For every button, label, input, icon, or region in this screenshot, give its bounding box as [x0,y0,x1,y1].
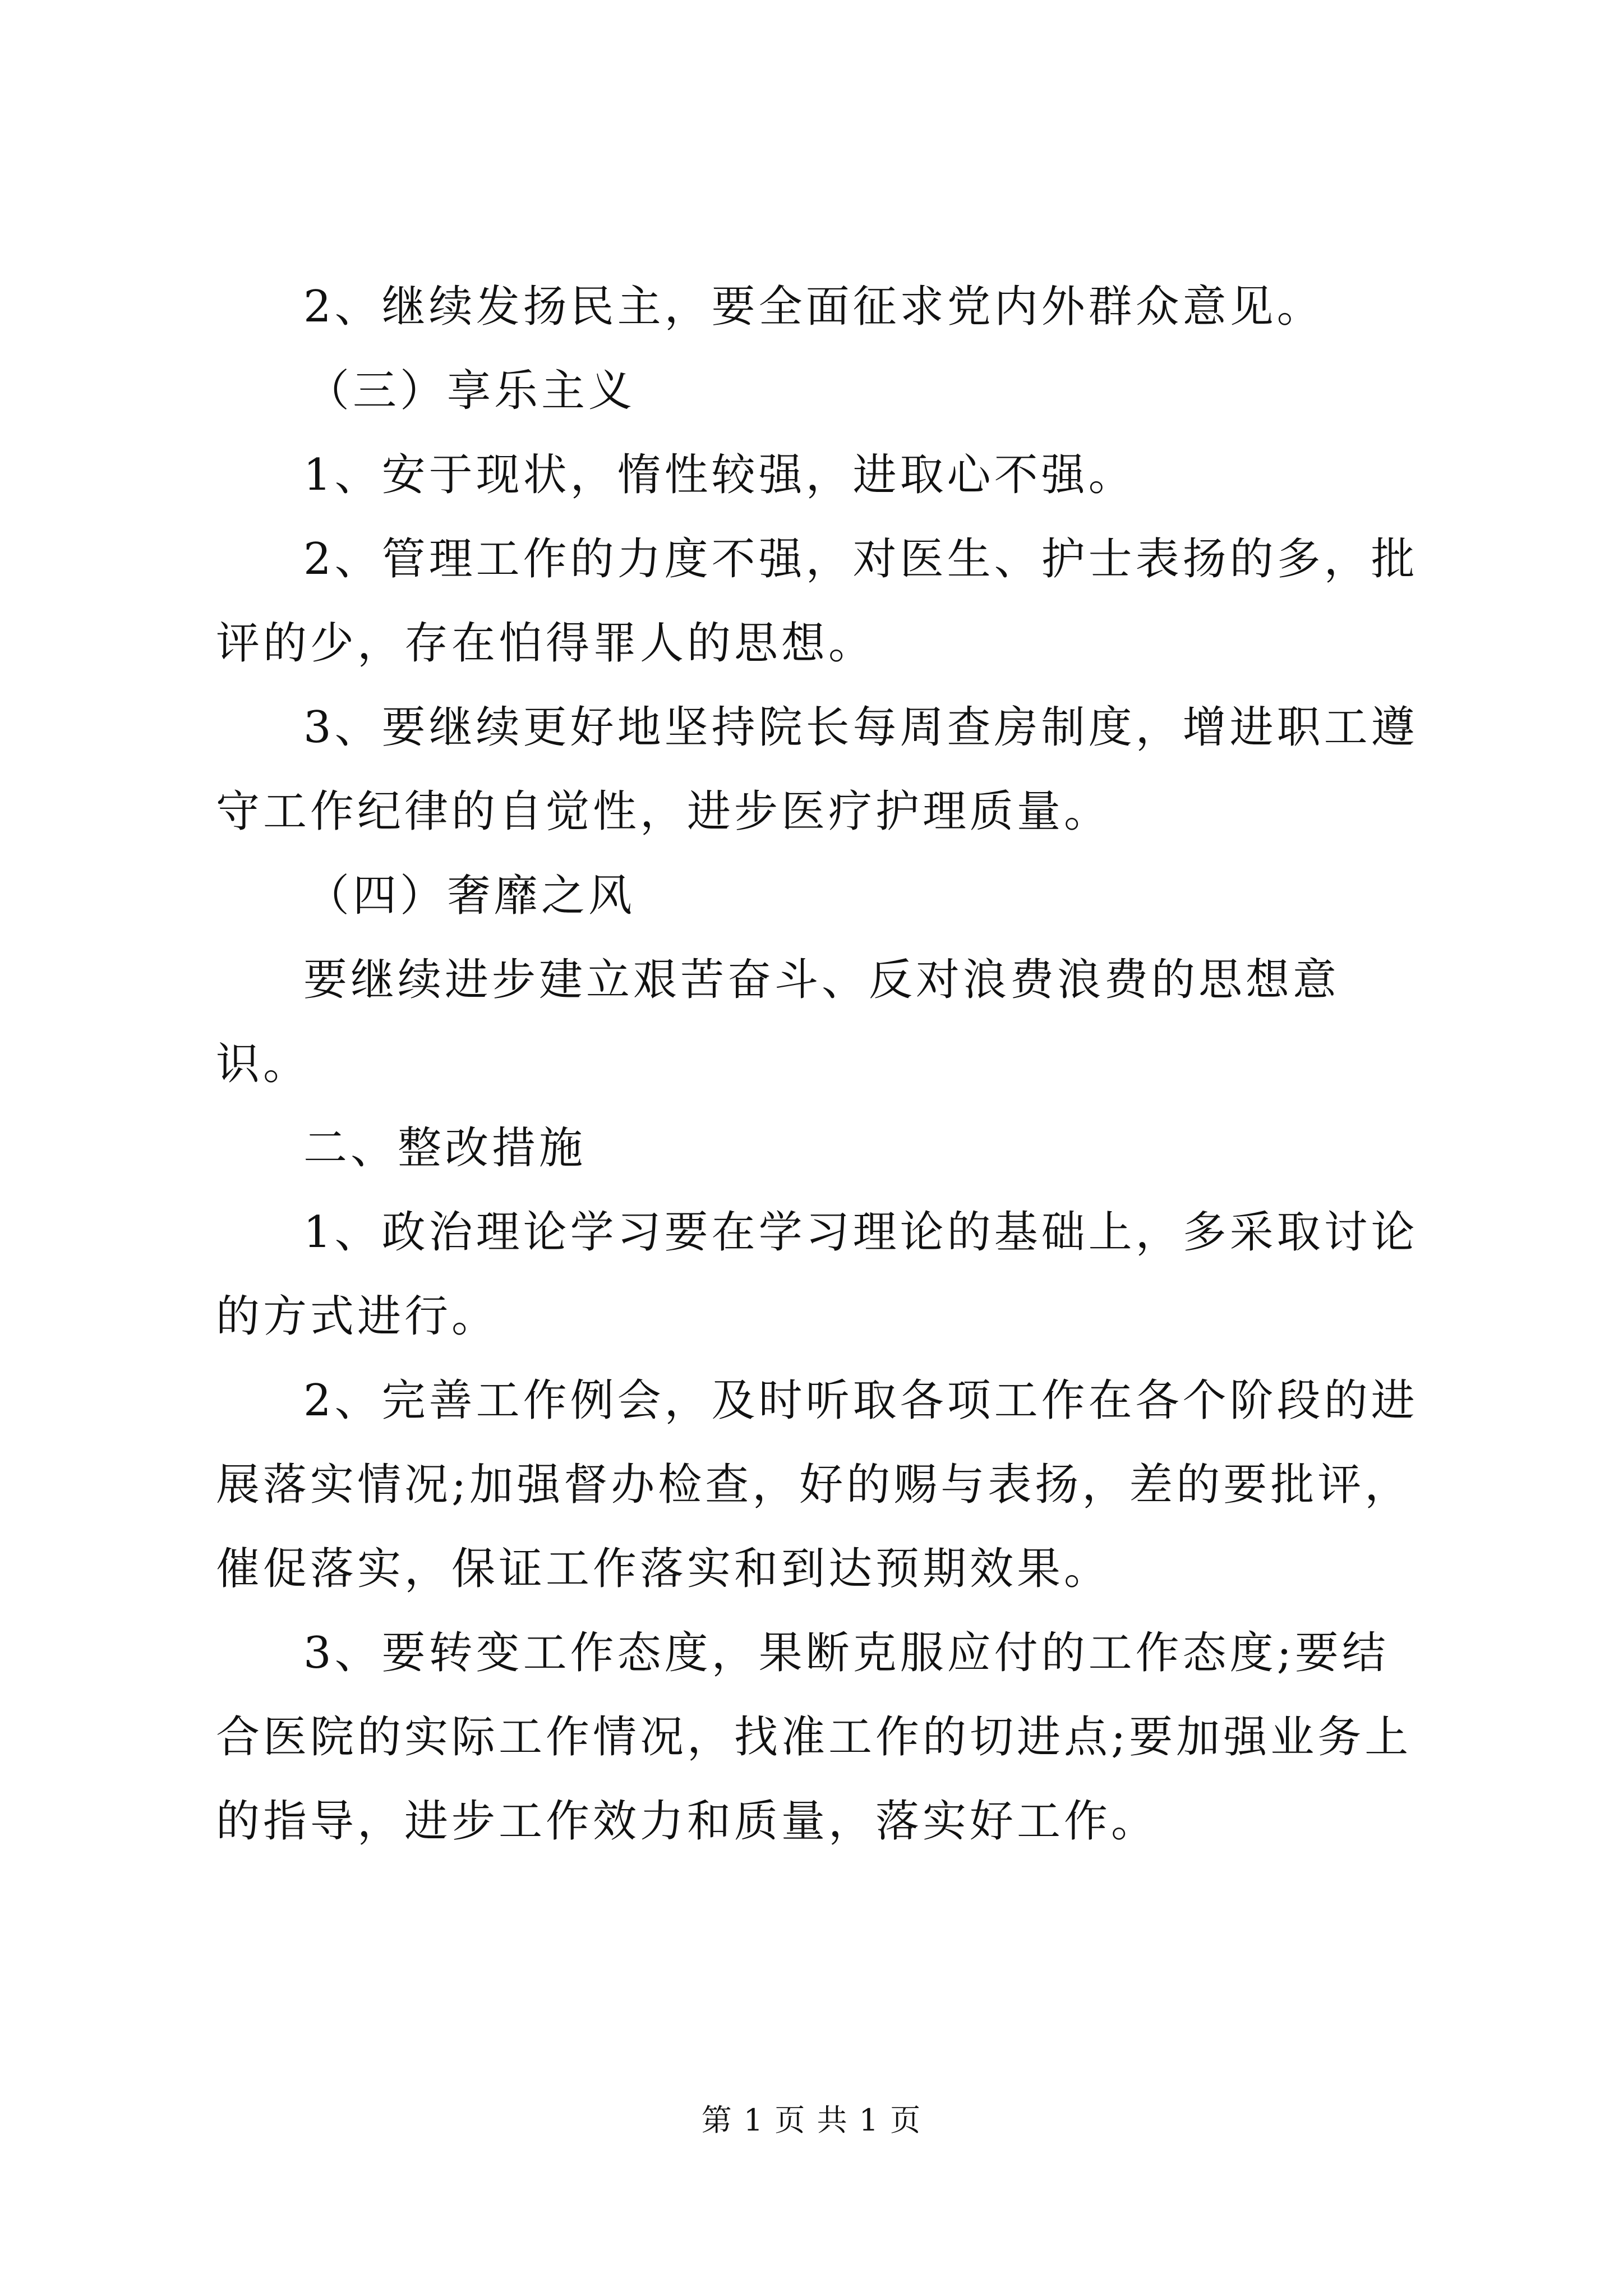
paragraph-democracy: 2、继续发扬民主，要全面征求党内外群众意见。 [303,282,1324,332]
paragraph-work-attitude: 3、要转变工作态度，果断克服应付的工作态度;要结合医院的实际工作情况，找准工作的切进点;要加强业务上的指导，进步工作效力和质量，落实好工作。 [216,1628,1412,1847]
section-heading-rectification: 二、整改措施 [303,1123,587,1174]
paragraph-work-meetings: 2、完善工作例会，及时听取各项工作在各个阶段的进展落实情况;加强督办检查，好的赐与表扬，差的要批评，催促落实，保证工作落实和到达预期效果。 [216,1375,1418,1594]
paragraph-political-study: 1、政治理论学习要在学习理论的基础上，多采取讨论的方式进行。 [216,1207,1418,1342]
section-heading-extravagance: （四）奢靡之风 [306,871,636,921]
page-number-label: 第 1 页 共 1 页 [701,2102,922,2138]
paragraph-ward-rounds: 3、要继续更好地坚持院长每周查房制度，增进职工遵守工作纪律的自觉性，进步医疗护理质量。 [216,702,1418,837]
paragraph-frugality: 要继续进步建立艰苦奋斗、反对浪费浪费的思想意识。 [216,955,1340,1089]
paragraph-complacency: 1、安于现状，惰性较强，进取心不强。 [303,450,1136,500]
paragraph-management-strength: 2、管理工作的力度不强，对医生、护士表扬的多，批评的少，存在怕得罪人的思想。 [216,534,1418,669]
section-heading-hedonism: （三）享乐主义 [306,366,636,416]
page-footer [0,2098,1623,2143]
document-body [216,265,1422,1864]
